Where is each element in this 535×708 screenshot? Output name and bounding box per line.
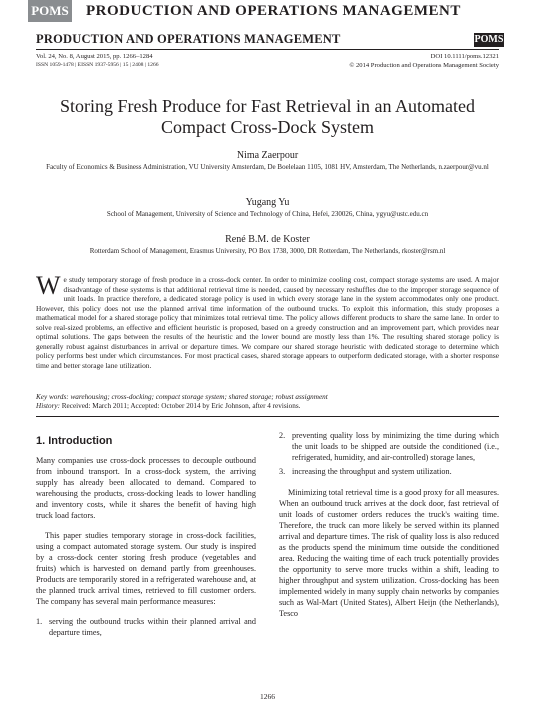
running-journal-title: PRODUCTION AND OPERATIONS MANAGEMENT	[86, 3, 461, 19]
issn-info: ISSN 1059-1478 | EISSN 1937-5956 | 15 | 2408 | 1266	[36, 62, 159, 68]
list-item	[36, 616, 256, 638]
abstract-dropcap: W	[36, 271, 61, 300]
abstract-text: e study temporary storage of fresh produce in a cross-dock center. In order to minimize cooling cost, compact storage systems are used. A major disadvantage of these systems is that additional retrieval time is needed, caused by necessary reshuffles due to the improper storage sequence of unit loads. In practice therefore, a dedicated storage policy is used in which every storage lane in the system accommodates only one product. However, this policy does not use the planned arrival time information of the outbound trucks. To exploit this information, this study proposes a mathematical model for a shared storage policy that minimizes total retrieval time. The policy allows different products to share the same lane. In order to solve real-sized problems, an effective and efficient heuristic is proposed, based on a greedy construction and an improvement part, which provides near optimal solutions. The gaps between the results of the heuristic and the lower bound are mostly less than 1%. The resulting shared storage policy is generally robust against disturbances in arrival or departure times. We compare our shared storage heuristic with dedicated storage to determine which policy performs best under which circumstances. For most practical cases, shared storage appears to outperform dedicated storage, with a shorter response time and better storage lane utilization.	[36, 275, 499, 370]
author-name: Yugang Yu	[245, 197, 290, 208]
volume-info: Vol. 24, No. 8, August 2015, pp. 1266–1284	[36, 53, 153, 60]
paragraph: This paper studies temporary storage in cross-dock facilities, using a compact automated storage system. Our study is inspired by a cross-dock center storing fresh produce (vegetables and fruits) which is harvested on demand partly from greenhouses. Products are temporarily stored in a refrigerated warehouse and, at the planned truck arrival times, retrieved to fill customer orders. The company has several main performance measures:	[36, 531, 256, 606]
left-column	[36, 430, 256, 641]
section-heading: 1. Introduction	[36, 435, 113, 447]
paragraph: Minimizing total retrieval time is a good proxy for all measures. When an outbound truck arrives at the dock door, fast retrieval of unit loads of customer orders reduces the truck's waiting time. Therefore, the truck can more likely be served within its planned arrival and departure times. The risk of quality loss is also reduced as the products spend the minimum time outside the conditioned area. Reducing the waiting time of each truck potentially provides the opportunity to serve more trucks within a shift, leading to higher throughput and system utilization. Cross-docking has been implemented widely in many supply chain networks by companies such as Wal-Mart (United States), Albert Heijn (the Netherlands), Tesco	[279, 488, 499, 618]
list-text: preventing quality loss by minimizing the time during which the unit loads to be shipped are outside the conditioned (i.e., refrigerated, humidity, and air-controlled) storage lanes,	[292, 431, 499, 462]
header-rule	[36, 49, 499, 50]
author-affiliation: Faculty of Economics & Business Administration, VU University Amsterdam, De Boelelaan 1105, 1081 HV, Amsterdam, The Netherlands, n.zaerpour@vu.nl	[46, 163, 489, 171]
page-number: 1266	[260, 692, 275, 701]
copyright-info: © 2014 Production and Operations Management Society	[349, 62, 499, 69]
list-item	[279, 430, 499, 463]
keywords-value: warehousing; cross-docking; compact storage system; shared storage; robust assignment	[70, 393, 328, 401]
paragraph: Many companies use cross-dock processes to decouple outbound from inbound transport. In a cross-dock system, the arriving supply has already been allocated to demand. Compared to warehousing the products, cross-docking leads to lower handling and inventory costs, while it shares the benefit of having high truck load factors.	[36, 456, 256, 520]
history	[36, 402, 499, 412]
history-value: Received: March 2011; Accepted: October 2014 by Eric Johnson, after 4 revisions.	[61, 402, 301, 410]
keywords-label: Key words:	[36, 393, 69, 401]
list-text: serving the outbound trucks within their planned arrival and departure times,	[49, 617, 256, 637]
poms-logo: POMS	[474, 34, 504, 45]
abstract-rule	[36, 416, 499, 417]
author-affiliation: Rotterdam School of Management, Erasmus University, PO Box 1738, 3000, DR Rotterdam, The Netherlands, rkoster@rsm.nl	[89, 247, 446, 255]
author-affiliation: School of Management, University of Science and Technology of China, Hefei, 230026, China, ygyu@ustc.edu.cn	[106, 210, 429, 218]
history-label: History:	[36, 402, 60, 410]
abstract	[36, 271, 499, 370]
author-name: René B.M. de Koster	[225, 234, 310, 245]
doi-info[interactable]: DOI 10.1111/poms.12321	[430, 53, 499, 60]
article-title: Storing Fresh Produce for Fast Retrieval in an Automated Compact Cross-Dock System	[60, 96, 475, 137]
poms-tag: POMS	[28, 0, 72, 22]
list-number: 2.	[279, 431, 286, 440]
right-column	[279, 430, 499, 628]
journal-name: PRODUCTION AND OPERATIONS MANAGEMENT	[36, 32, 341, 46]
list-number: 1.	[36, 617, 43, 626]
author-name: Nima Zaerpour	[236, 150, 299, 161]
running-header	[0, 0, 535, 22]
list-item	[279, 466, 499, 477]
list-number: 3.	[279, 467, 286, 476]
list-text: increasing the throughput and system utilization.	[292, 467, 452, 476]
